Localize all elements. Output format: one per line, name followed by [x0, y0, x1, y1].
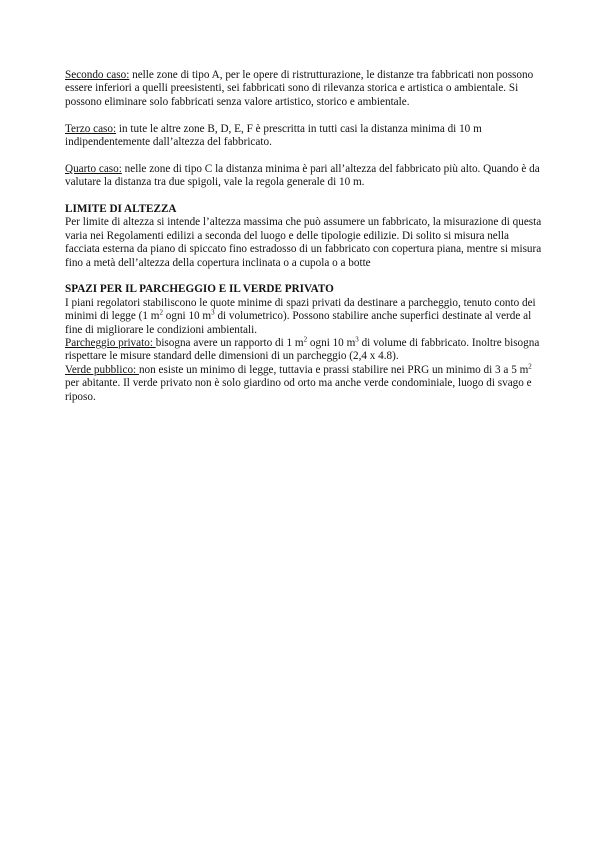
terzo-caso-text: in tute le altre zone B, D, E, F è prescritta in tutti casi la distanza minima di 10 m indipendentemente dall’altezza del fabbricato.: [65, 122, 482, 149]
document-page: [65, 69, 545, 404]
parcheggio-privato-label: Parcheggio privato:: [65, 337, 156, 350]
secondo-caso-text: nelle zone di tipo A, per le opere di ristrutturazione, le distanze tra fabbricati non possono essere inferiori a quelli preesistenti, sei fabbricati sono di rilevanza storica e artistica o ambientale. Si possono eliminare solo fabbricati senza valore artistico, storico e ambientale.: [65, 69, 534, 108]
spazi-intro: [65, 297, 545, 337]
spazi-intro-a: I piani regolatori stabiliscono le quote minime di spazi privati da destinare a parcheggio, tenuto conto dei minimi di legge (1 m: [65, 296, 536, 323]
verde-pubblico-label: Verde pubblico:: [65, 363, 139, 376]
quarto-caso-text: nelle zone di tipo C la distanza minima è pari all’altezza del fabbricato più alto. Quando è da valutare la distanza tra due spigoli, vale la regola generale di 10 m.: [65, 162, 540, 189]
spazi-intro-b: ogni 10 m: [162, 310, 212, 323]
parcheggio-text-b: ogni 10 m: [307, 337, 356, 350]
spazi-intro-sup-1: 2: [159, 308, 163, 317]
quarto-caso-label: Quarto caso:: [65, 162, 122, 175]
verde-text-b: per abitante. Il verde privato non è solo giardino od orto ma anche verde condominiale, luogo di svago e riposo.: [65, 377, 532, 403]
parcheggio-privato-paragraph: [65, 337, 545, 364]
spazi-intro-c: di volumetrico). Possono stabilire anche superfici destinate al verde al fine di migliorare le condizioni ambientali.: [65, 310, 532, 336]
secondo-caso-label: Secondo caso:: [65, 69, 130, 81]
paragraph-secondo-caso: [65, 69, 545, 109]
verde-sup: 2: [528, 362, 532, 371]
parcheggio-sup-2: 3: [355, 335, 359, 344]
section-limite-di-altezza: [65, 203, 545, 270]
parcheggio-text-a: bisogna avere un rapporto di 1 m: [155, 337, 304, 350]
paragraph-quarto-caso: [65, 163, 545, 190]
spazi-heading: SPAZI PER IL PARCHEGGIO E IL VERDE PRIVATO: [65, 283, 334, 296]
verde-pubblico-paragraph: [65, 364, 545, 404]
section-spazi-parcheggio: [65, 283, 545, 404]
limite-text: Per limite di altezza si intende l’altezza massima che può assumere un fabbricato, la misurazione di questa varia nei Regolamenti edilizi a seconda del luogo e delle tipologie edilizie. Di solito si misura nella facciata esterna da piano di spiccato fino estradosso di un fabbricato con copertura piana, mentre si misura fino a metà dell’altezza della copertura inclinata o a cupola o a botte: [65, 216, 542, 269]
verde-text-a: non esiste un minimo di legge, tuttavia e prassi stabilire nei PRG un minimo di 3 a 5 m: [138, 363, 529, 376]
parcheggio-text-c: di volume di fabbricato. Inoltre bisogna rispettare le misure standard delle dimensioni di un parcheggio (2,4 x 4.8).: [65, 337, 540, 363]
paragraph-terzo-caso: [65, 123, 545, 150]
spazi-intro-sup-2: 3: [211, 308, 215, 317]
terzo-caso-label: Terzo caso:: [65, 122, 117, 135]
parcheggio-sup-1: 2: [303, 335, 308, 344]
limite-heading: LIMITE DI ALTEZZA: [65, 203, 177, 216]
